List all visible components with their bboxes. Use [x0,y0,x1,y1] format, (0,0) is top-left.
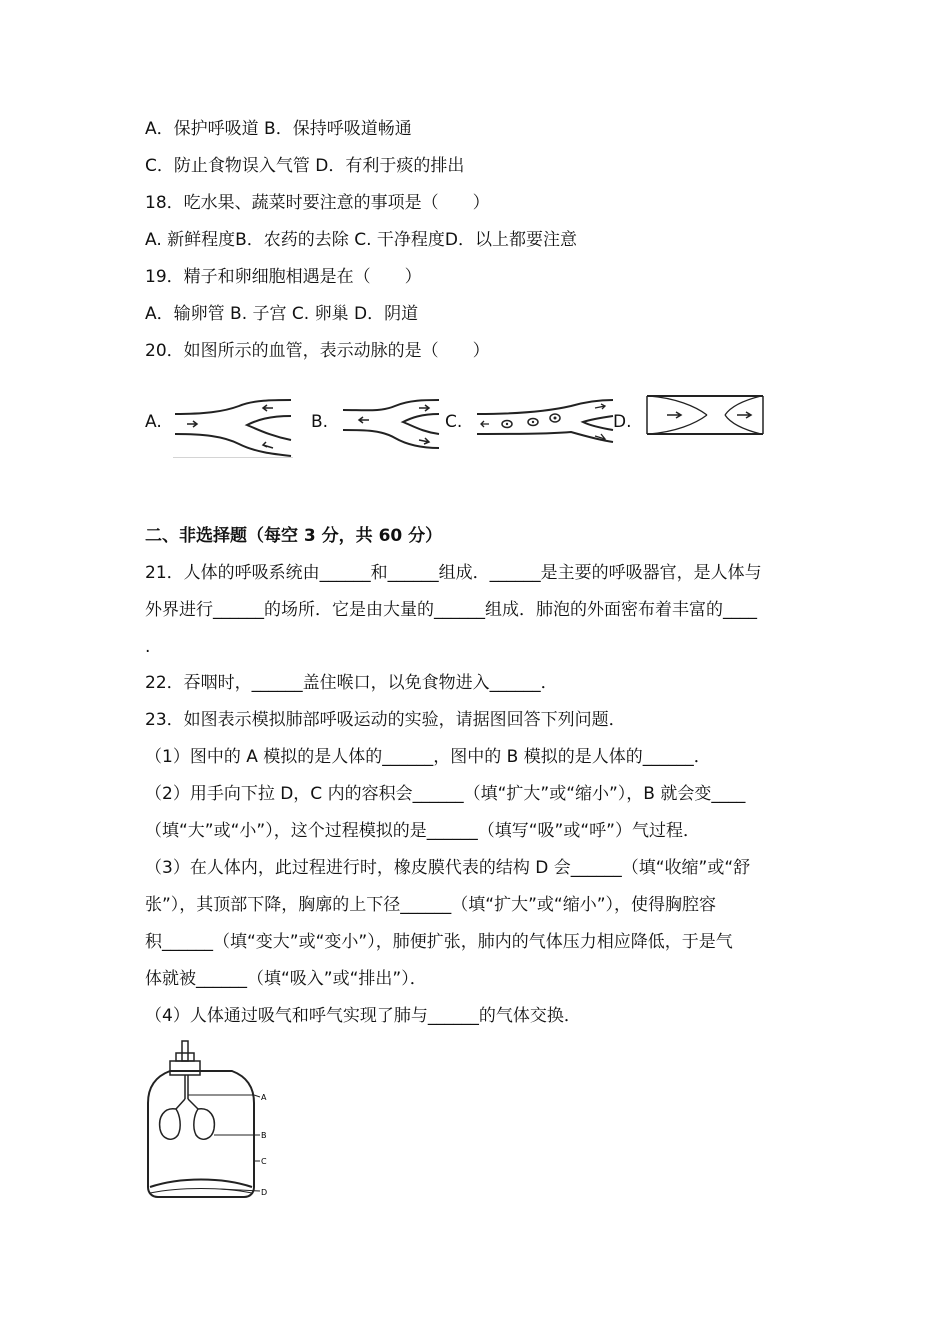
bottle-label-b: B [261,1131,267,1140]
q23-part-3-line-2: 张”），其顶部下降，胸廓的上下径______（填“扩大”或“缩小”），使得胸腔容 [145,895,717,915]
bottle-label-d: D [261,1188,268,1197]
q23-part-3-line-3: 积______（填“变大”或“变小”），肺便扩张，肺内的气体压力相应降低，于是气 [145,932,733,952]
q19-options: A．输卵管 B. 子宫 C. 卵巢 D．阴道 [145,304,419,324]
q23-part-4: （4）人体通过吸气和呼气实现了肺与______的气体交换． [145,1006,581,1026]
section-2-heading: 二、非选择题（每空 3 分，共 60 分） [145,526,443,546]
q20-stem: 20．如图所示的血管，表示动脉的是（ ） [145,341,490,361]
vessel-b-diagram [341,394,441,450]
q20-option-a-label: A. [145,412,162,432]
q23-part-3-line-1: （3）在人体内，此过程进行时，橡皮膜代表的结构 D 会______（填“收缩”或“舒 [145,858,751,878]
lung-model-diagram [140,1037,270,1207]
q21-line-2: 外界进行______的场所．它是由大量的______组成．肺泡的外面密布着丰富的____ [145,600,757,620]
q20-option-d-label: D. [613,412,632,432]
q17-options-ab: A．保护呼吸道 B．保持呼吸道畅通 [145,119,412,139]
q19-stem: 19．精子和卵细胞相遇是在（ ） [145,267,422,287]
q20-figures [145,390,785,465]
q18-options: A. 新鲜程度B．农药的去除 C. 干净程度D．以上都要注意 [145,230,577,250]
q17-options-cd: C．防止食物误入气管 D．有利于痰的排出 [145,156,465,176]
q21-line-3: . [145,637,151,657]
q22-text: 22．吞咽时，______盖住喉口，以免食物进入______． [145,673,558,693]
q23-part-3-line-4: 体就被______（填“吸入”或“排出”）． [145,969,427,989]
bottle-label-a: A [261,1093,267,1102]
q21-line-1: 21．人体的呼吸系统由______和______组成．______是主要的呼吸器官，是人体与 [145,563,762,583]
vessel-d-diagram [645,392,767,438]
q23-part-2-line-1: （2）用手向下拉 D，C 内的容积会______（填“扩大”或“缩小”），B 就会变____ [145,784,746,804]
q23-part-1: （1）图中的 A 模拟的是人体的______，图中的 B 模拟的是人体的______． [145,747,711,767]
vessel-a-diagram [173,394,293,458]
q23-part-2-line-2: （填“大”或“小”），这个过程模拟的是______（填写“吸”或“呼”）气过程． [145,821,700,841]
q23-stem: 23．如图表示模拟肺部呼吸运动的实验，请据图回答下列问题． [145,710,626,730]
q18-stem: 18．吃水果、蔬菜时要注意的事项是（ ） [145,193,490,213]
vessel-c-diagram [475,396,615,446]
q20-option-c-label: C. [445,412,463,432]
bottle-label-c: C [261,1157,267,1166]
q20-option-b-label: B. [311,412,329,432]
